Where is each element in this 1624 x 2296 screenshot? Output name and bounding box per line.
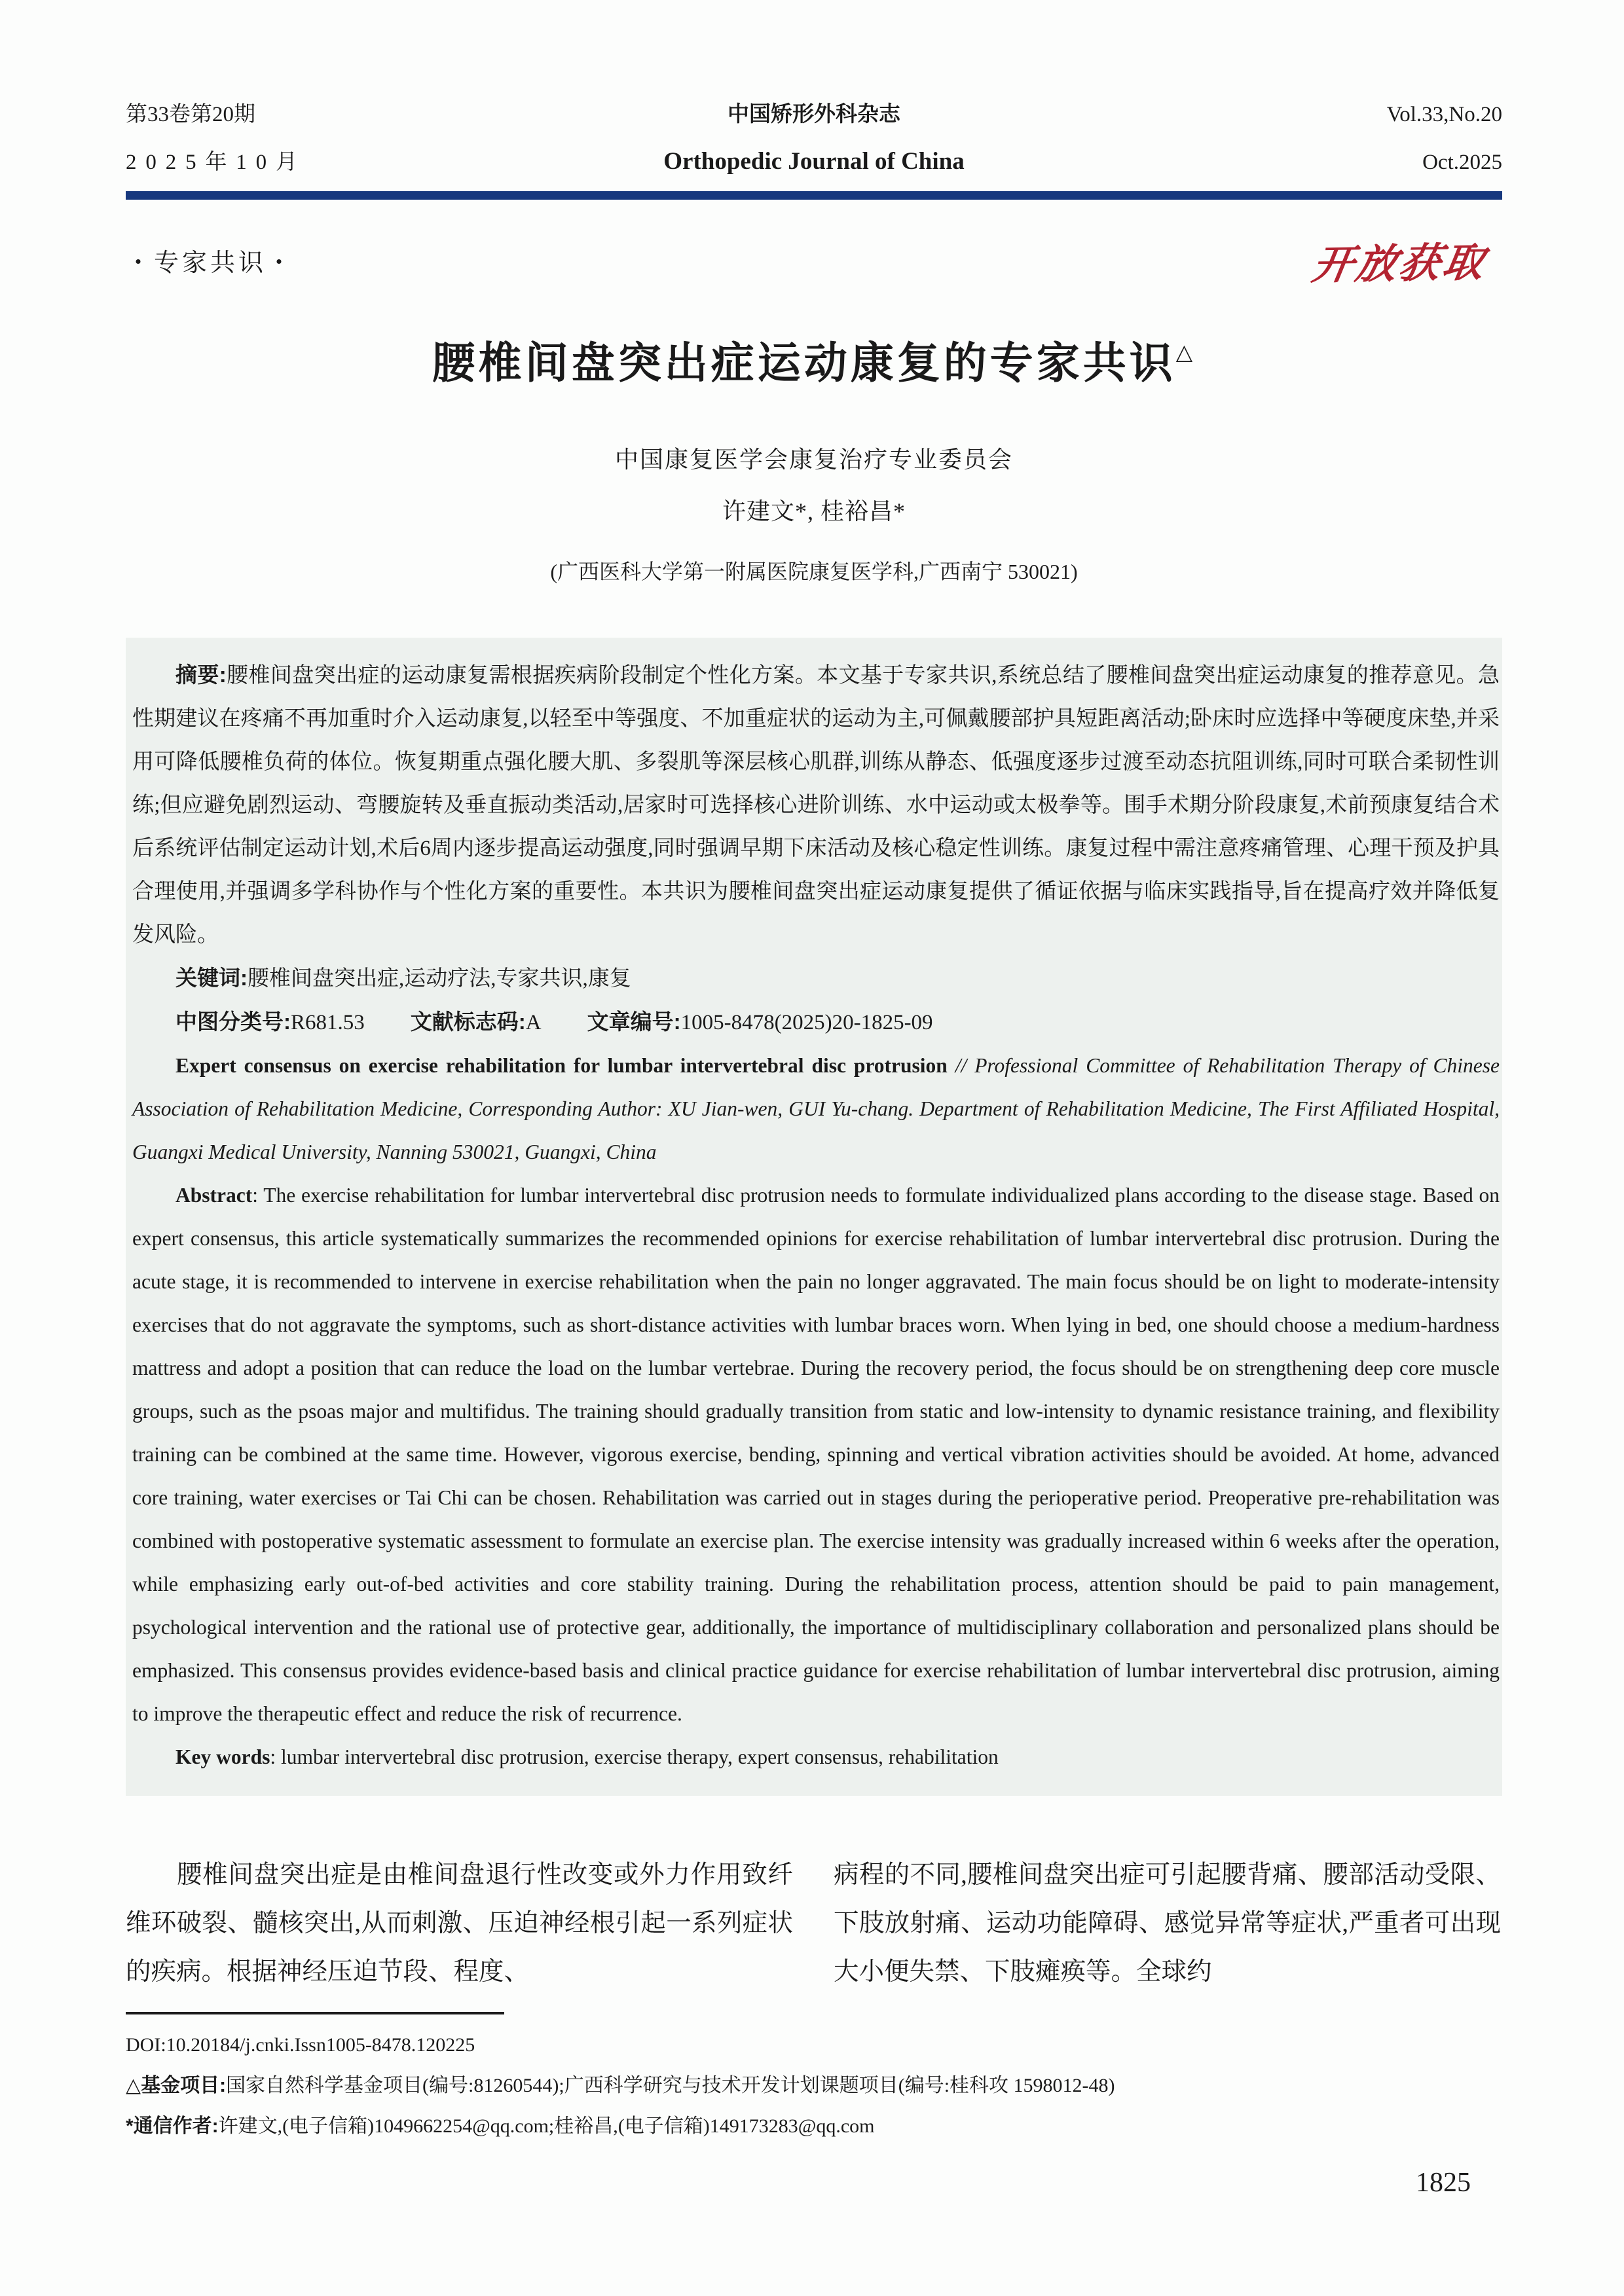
corresponding-author-label: *通信作者: <box>126 2115 219 2137</box>
body-columns <box>126 1851 1502 1996</box>
keywords-cn-line <box>132 957 1500 1000</box>
doc-code-label: 文献标志码: <box>410 1010 526 1034</box>
keywords-en-label: Key words <box>175 1745 270 1768</box>
article-title-text: 腰椎间盘突出症运动康复的专家共识 <box>432 340 1176 388</box>
doi-line: DOI:10.20184/j.cnki.Issn1005-8478.120225 <box>126 2034 475 2056</box>
page-content <box>126 0 1502 2147</box>
column-type-label: ・专家共识・ <box>126 249 295 277</box>
journal-title-en: Orthopedic Journal of China <box>663 148 965 175</box>
page-number: 1825 <box>1416 2168 1471 2198</box>
article-title-footnote-mark: △ <box>1175 341 1196 365</box>
keywords-en-line <box>132 1736 1500 1779</box>
fund-label: △基金项目: <box>126 2075 227 2096</box>
volume-issue-cn: 第33卷第20期 <box>126 103 255 126</box>
open-access-stamp: 开放获取 <box>1309 240 1490 288</box>
abstract-cn-paragraph <box>132 653 1500 957</box>
classification-line <box>132 1000 1500 1044</box>
fund-text: 国家自然科学基金项目(编号:81260544);广西科学研究与技术开发计划课题项目(编号:桂科攻 1598012-48) <box>226 2075 1115 2096</box>
footnote-divider <box>126 2012 504 2014</box>
author-affiliation: (广西医科大学第一附属医院康复医学科,广西南宁 530021) <box>550 560 1078 583</box>
corresponding-author-line <box>126 2106 1502 2147</box>
abstract-en-text: : The exercise rehabilitation for lumbar intervertebral disc protrusion needs to formulate individualized plans according to the disease stage. Based on expert consensus, this article systematically summarizes the recommended opinions for exercise rehabilitation of lumbar intervertebral disc protrusion. During the acute stage, it is recommended to intervene in exercise rehabilitation when the pain no longer aggravated. The main focus should be on light to moderate-intensity exercises that do not aggravate the symptoms, such as short-distance activities with lumbar braces worn. When lying in bed, one should choose a medium-hardness mattress and adopt a position that can reduce the load on the lumbar vertebrae. During the recovery period, the focus should be on strengthening deep core muscle groups, such as the psoas major and multifidus. The training should gradually transition from static and low-intensity to dynamic resistance training, and flexibility training can be combined at the same time. However, vigorous exercise, bending, spinning and vertical vibration activities should be avoided. At home, advanced core training, water exercises or Tai Chi can be chosen. Rehabilitation was carried out in stages during the perioperative period. Preoperative pre-rehabilitation was combined with postoperative systematic assessment to formulate an exercise plan. The exercise intensity was gradually increased within 6 weeks after the operation, while emphasizing early out-of-bed activities and core stability training. During the rehabilitation process, attention should be paid to pain management, psychological intervention and the rational use of protective gear, additionally, the importance of multidisciplinary collaboration and personalized plans should be emphasized. This consensus provides evidence-based basis and clinical practice guidance for exercise rehabilitation of lumbar intervertebral disc protrusion, aiming to improve the therapeutic effect and reduce the risk of recurrence. <box>132 1184 1500 1725</box>
issue-date-cn: 2025年10月 <box>126 151 306 174</box>
body-column-right <box>834 1851 1501 1996</box>
abstract-cn-label: 摘要: <box>175 663 227 687</box>
corresponding-author-text: 许建文,(电子信箱)1049662254@qq.com;桂裕昌,(电子信箱)149173283@qq.com <box>218 2115 875 2137</box>
abstract-block <box>126 638 1502 1796</box>
journal-header-row-1 <box>126 97 1502 128</box>
body-paragraph-right: 病程的不同,腰椎间盘突出症可引起腰背痛、腰部活动受限、下肢放射痛、运动功能障碍、感觉异常等症状,严重者可出现大小便失禁、下肢瘫痪等。全球约 <box>834 1861 1501 1986</box>
keywords-cn-label: 关键词: <box>175 966 248 990</box>
article-id-label: 文章编号: <box>587 1010 681 1034</box>
volume-issue-en: Vol.33,No.20 <box>1386 103 1502 126</box>
keywords-cn-text: 腰椎间盘突出症,运动疗法,专家共识,康复 <box>248 967 631 991</box>
section-row <box>126 226 1502 294</box>
english-byline: Professional Committee of Rehabilitation Therapy of Chinese Association of Rehabilitation Medicine, Corresponding Author: XU Jian-wen, GUI Yu-chang. Department of Rehabilitation Medicine, The First Affiliated Hospital, Guangxi Medical University, Nanning 530021, Guangxi, China <box>132 1054 1500 1163</box>
journal-title-cn: 中国矫形外科杂志 <box>728 103 900 126</box>
fund-line <box>126 2066 1502 2106</box>
article-id-value: 1005-8478(2025)20-1825-09 <box>680 1011 933 1034</box>
author-organization: 中国康复医学会康复治疗专业委员会 <box>614 446 1013 473</box>
abstract-cn-text: 腰椎间盘突出症的运动康复需根据疾病阶段制定个性化方案。本文基于专家共识,系统总结了腰椎间盘突出症运动康复的推荐意见。急性期建议在疼痛不再加重时介入运动康复,以轻至中等强度、不加重症状的运动为主,可佩戴腰部护具短距离活动;卧床时应选择中等硬度床垫,并采用可降低腰椎负荷的体位。恢复期重点强化腰大肌、多裂肌等深层核心肌群,训练从静态、低强度逐步过渡至动态抗阻训练,同时可联合柔韧性训练;但应避免剧烈运动、弯腰旋转及垂直振动类活动,居家时可选择核心进阶训练、水中运动或太极拳等。围手术期分阶段康复,术前预康复结合术后系统评估制定运动计划,术后6周内逐步提高运动强度,同时强调早期下床活动及核心稳定性训练。康复过程中需注意疼痛管理、心理干预及护具合理使用,并强调多学科协作与个性化方案的重要性。本共识为腰椎间盘突出症运动康复提供了循证依据与临床实践指导,旨在提高疗效并降低复发风险。 <box>132 664 1500 947</box>
clc-value: R681.53 <box>291 1011 365 1034</box>
doc-code-value: A <box>525 1011 542 1034</box>
article-title <box>126 328 1502 390</box>
journal-header-row-2 <box>126 145 1502 175</box>
body-column-left <box>126 1851 793 1996</box>
english-title-separator: // <box>947 1054 975 1077</box>
body-paragraph-left: 腰椎间盘突出症是由椎间盘退行性改变或外力作用致纤维环破裂、髓核突出,从而刺激、压迫神经根引起一系列症状的疾病。根据神经压迫节段、程度、 <box>126 1861 793 1986</box>
abstract-en-paragraph <box>132 1174 1500 1736</box>
footnotes <box>126 2025 1502 2147</box>
english-title: Expert consensus on exercise rehabilitation for lumbar intervertebral disc protrusion <box>175 1054 948 1077</box>
keywords-en-text: : lumbar intervertebral disc protrusion, exercise therapy, expert consensus, rehabilitation <box>270 1745 999 1768</box>
author-names: 许建文*, 桂裕昌* <box>722 498 906 524</box>
clc-label: 中图分类号: <box>175 1010 291 1034</box>
abstract-en-label: Abstract <box>175 1184 253 1207</box>
english-title-paragraph <box>132 1044 1500 1174</box>
issue-date-en: Oct.2025 <box>1422 151 1502 174</box>
header-rule <box>126 191 1502 200</box>
